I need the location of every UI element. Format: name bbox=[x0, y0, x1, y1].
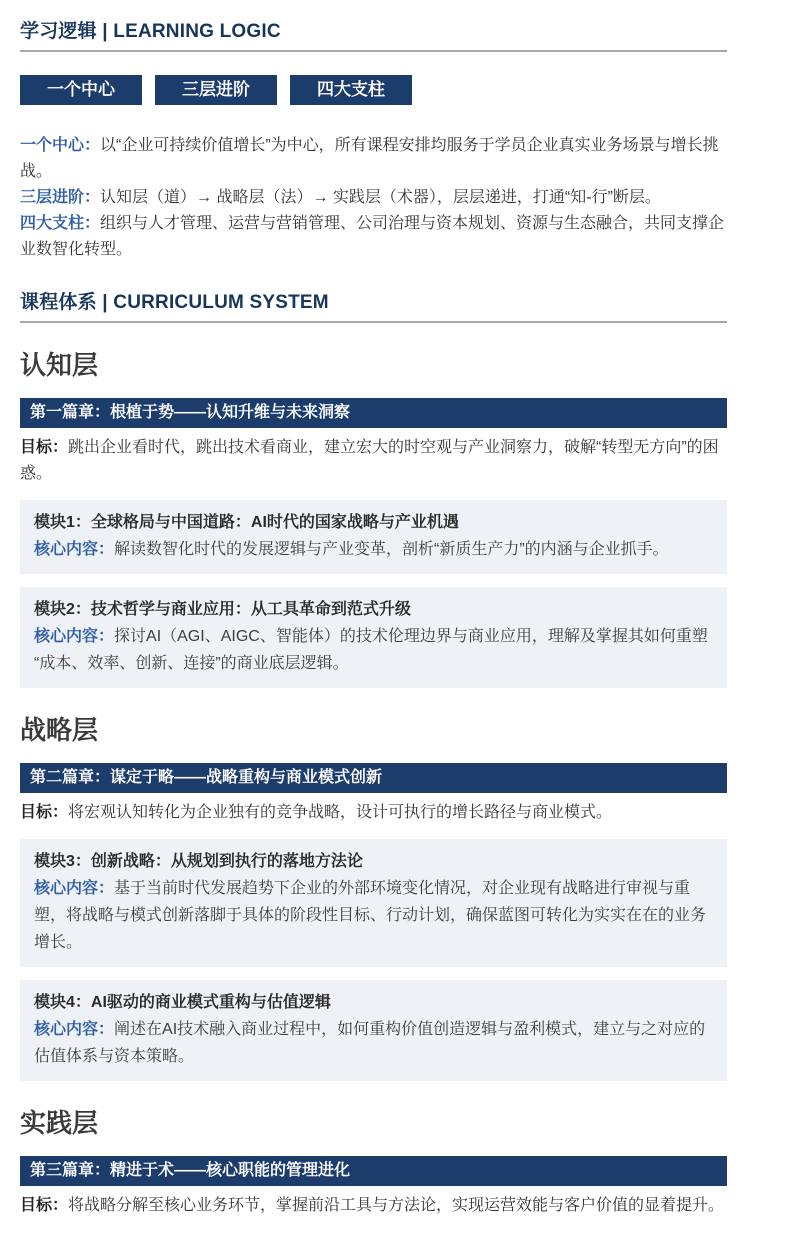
chapter-banner-2: 第二篇章：谋定于略——战略重构与商业模式创新 bbox=[20, 763, 727, 793]
point-three-levels-label: 三层进阶： bbox=[20, 189, 101, 206]
chapter-3-goal bbox=[20, 1193, 727, 1219]
module-1-core-label: 核心内容： bbox=[34, 541, 115, 558]
point-four-pillars-label: 四大支柱： bbox=[20, 215, 101, 232]
layer-name-cognition: 认知层 bbox=[20, 350, 99, 380]
chapter-2-goal bbox=[20, 800, 727, 826]
module-3-title: 模块3：创新战略：从规划到执行的落地方法论 bbox=[34, 853, 363, 870]
module-4-box bbox=[20, 980, 727, 1081]
point-three-levels-text: 认知层（道）→ 战略层（法）→ 实践层（术器），层层递进，打通“知-行”断层。 bbox=[100, 189, 661, 206]
point-four-pillars-text: 组织与人才管理、运营与营销管理、公司治理与资本规划、资源与生态融合，共同支撑企业数智化转型。 bbox=[20, 215, 725, 258]
chapter-1-goal-text: 跳出企业看时代，跳出技术看商业，建立宏大的时空观与产业洞察力，破解“转型无方向”的困惑。 bbox=[20, 439, 719, 482]
curriculum-title: 课程体系 | CURRICULUM SYSTEM bbox=[20, 287, 727, 323]
badge-three-levels: 三层进阶 bbox=[155, 75, 277, 105]
module-3-core-text: 基于当前时代发展趋势下企业的外部环境变化情况，对企业现有战略进行审视与重塑，将战略与模式创新落脚于具体的阶段性目标、行动计划，确保蓝图可转化为实实在在的业务增长。 bbox=[34, 880, 707, 951]
module-1-core bbox=[34, 536, 713, 563]
chapter-1-goal bbox=[20, 435, 727, 487]
badge-row bbox=[20, 75, 727, 105]
badge-one-center: 一个中心 bbox=[20, 75, 142, 105]
point-three-levels bbox=[20, 185, 727, 211]
module-4-core-label: 核心内容： bbox=[34, 1021, 115, 1038]
module-2-title: 模块2：技术哲学与商业应用：从工具革命到范式升级 bbox=[34, 601, 411, 618]
chapter-2-goal-text: 将宏观认知转化为企业独有的竞争战略，设计可执行的增长路径与商业模式。 bbox=[68, 804, 613, 821]
learning-logic-points bbox=[20, 133, 727, 263]
module-4-core-text: 阐述在AI技术融入商业过程中，如何重构价值创造逻辑与盈利模式，建立与之对应的估值体系与资本策略。 bbox=[34, 1021, 706, 1065]
chapter-3-goal-label: 目标： bbox=[20, 1197, 69, 1214]
point-one-center-text: 以“企业可持续价值增长”为中心，所有课程安排均服务于学员企业真实业务场景与增长挑战。 bbox=[20, 137, 719, 180]
learning-logic-title: 学习逻辑 | LEARNING LOGIC bbox=[20, 16, 727, 52]
layer-name-practice: 实践层 bbox=[20, 1108, 99, 1138]
module-3-core-label: 核心内容： bbox=[34, 880, 115, 897]
layer-name-strategy: 战略层 bbox=[20, 715, 99, 745]
point-one-center bbox=[20, 133, 727, 185]
module-1-box bbox=[20, 500, 727, 574]
module-4-core bbox=[34, 1016, 713, 1070]
module-3-core bbox=[34, 875, 713, 956]
chapter-1-goal-label: 目标： bbox=[20, 439, 69, 456]
module-2-core-label: 核心内容： bbox=[34, 628, 115, 645]
module-2-box bbox=[20, 587, 727, 688]
badge-four-pillars: 四大支柱 bbox=[290, 75, 412, 105]
module-1-core-text: 解读数智化时代的发展逻辑与产业变革，剖析“新质生产力”的内涵与企业抓手。 bbox=[114, 541, 669, 558]
point-four-pillars bbox=[20, 211, 727, 263]
chapter-3-goal-text: 将战略分解至核心业务环节，掌握前沿工具与方法论，实现运营效能与客户价值的显着提升。 bbox=[68, 1197, 725, 1214]
chapter-banner-3: 第三篇章：精进于术——核心职能的管理进化 bbox=[20, 1156, 727, 1186]
module-2-core bbox=[34, 623, 713, 677]
chapter-banner-1: 第一篇章：根植于势——认知升维与未来洞察 bbox=[20, 398, 727, 428]
module-1-title: 模块1：全球格局与中国道路：AI时代的国家战略与产业机遇 bbox=[34, 514, 459, 531]
chapter-2-goal-label: 目标： bbox=[20, 804, 69, 821]
point-one-center-label: 一个中心： bbox=[20, 137, 101, 154]
module-2-core-text: 探讨AI（AGI、AIGC、智能体）的技术伦理边界与商业应用，理解及掌握其如何重塑“成本、效率、创新、连接”的商业底层逻辑。 bbox=[34, 628, 708, 672]
module-3-box bbox=[20, 839, 727, 967]
module-4-title: 模块4：AI驱动的商业模式重构与估值逻辑 bbox=[34, 994, 331, 1011]
